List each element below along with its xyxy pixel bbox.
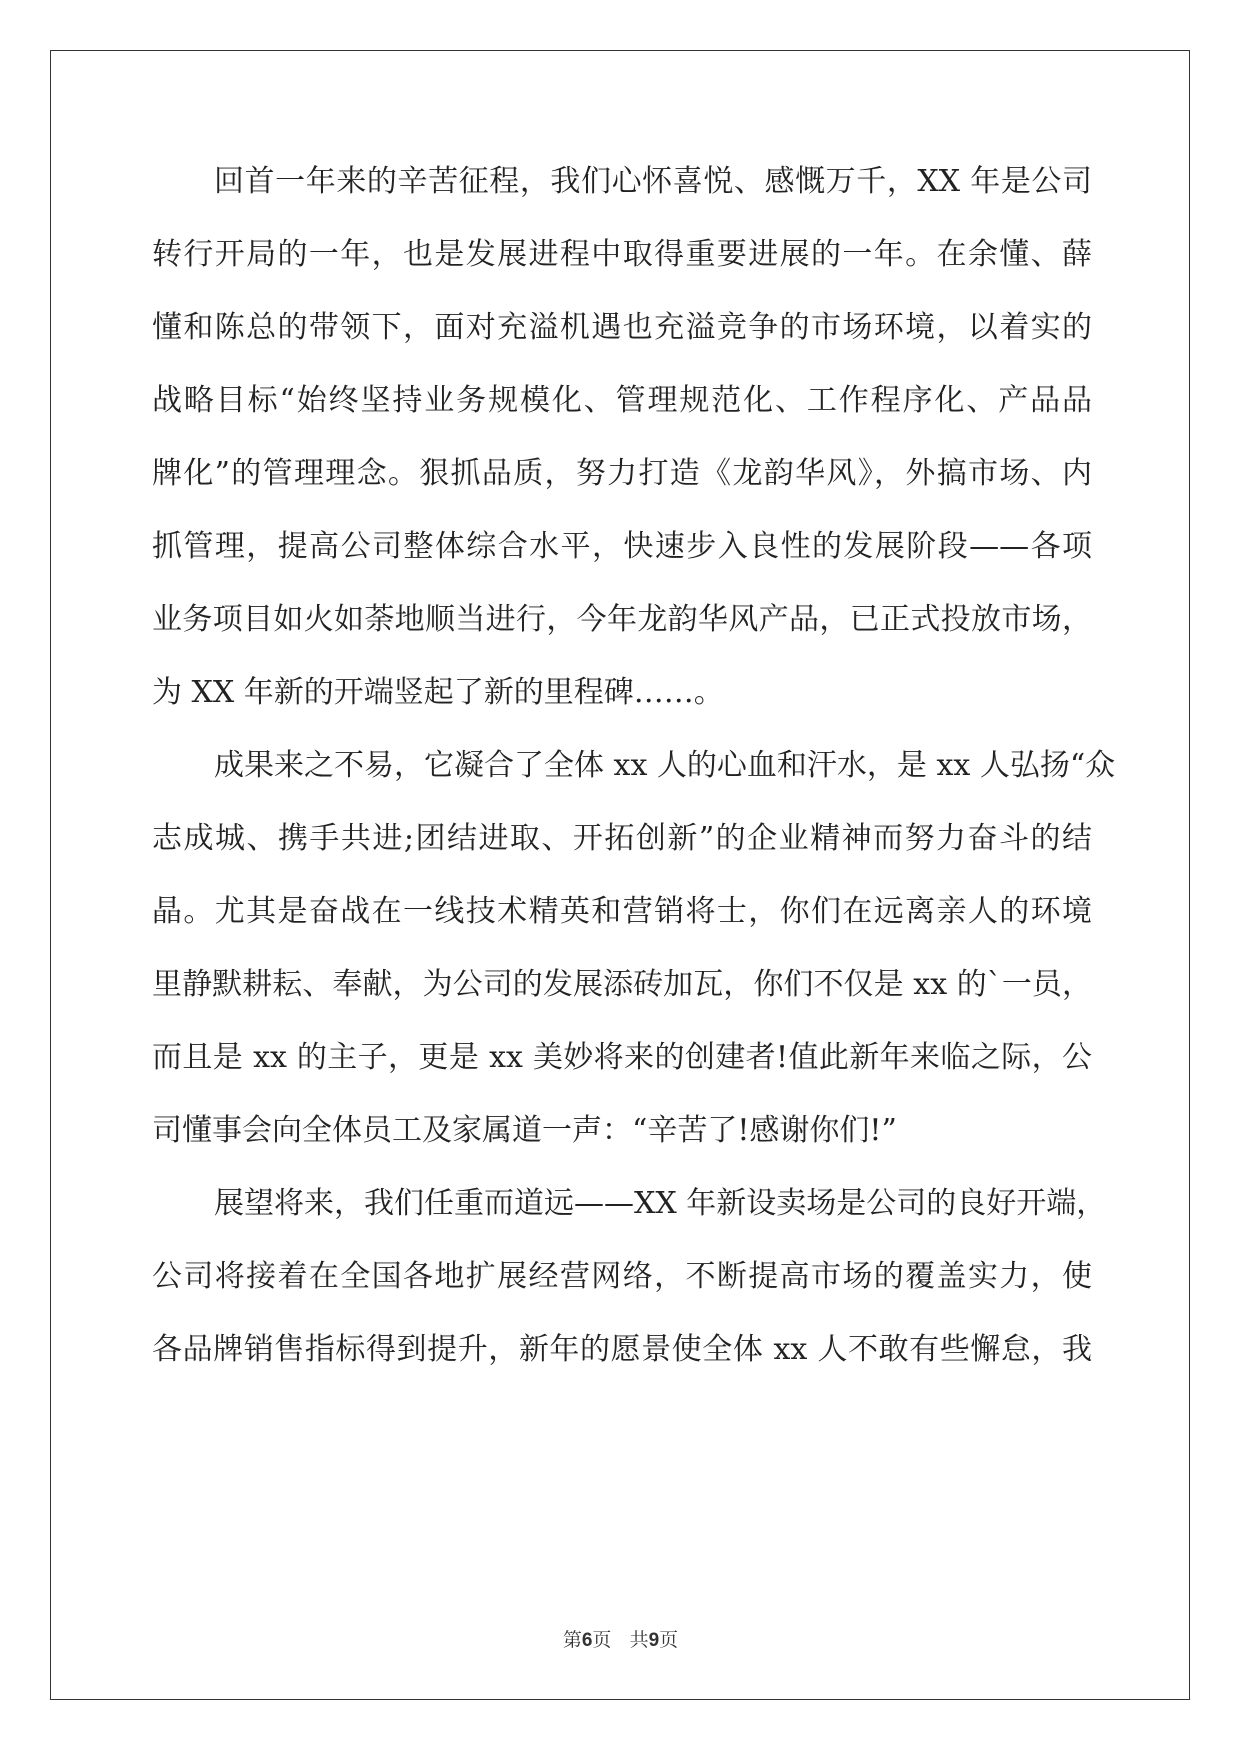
footer-page-suffix: 页 [592,1629,612,1651]
paragraph-1-line-6: 抓管理，提高公司整体综合水平，快速步入良性的发展阶段——各项 [152,529,1092,564]
paragraph-3-line-3: 各品牌销售指标得到提升，新年的愿景使全体 xx 人不敢有些懈怠，我 [152,1332,1092,1367]
paragraph-3-line-1: 展望将来，我们任重而道远——XX 年新设卖场是公司的良好开端， [214,1186,1107,1221]
footer-prefix: 第 [562,1629,582,1651]
total-page-number: 9 [648,1630,660,1651]
paragraph-3-line-2: 公司将接着在全国各地扩展经营网络，不断提高市场的覆盖实力，使 [152,1259,1092,1294]
paragraph-2-line-2: 志成城、携手共进;团结进取、开拓创新”的企业精神而努力奋斗的结 [152,821,1092,856]
paragraph-2-line-3: 晶。尤其是奋战在一线技术精英和营销将士，你们在远离亲人的环境 [152,894,1092,929]
current-page-number: 6 [581,1630,593,1651]
paragraph-1-line-7: 业务项目如火如荼地顺当进行，今年龙韵华风产品，已正式投放市场， [152,602,1092,637]
page-border [50,50,1190,1700]
paragraph-2-line-6: 司懂事会向全体员工及家属道一声：“辛苦了!感谢你们!” [152,1113,897,1148]
paragraph-1-line-4: 战略目标“始终坚持业务规模化、管理规范化、工作程序化、产品品 [152,383,1092,418]
paragraph-1-line-2: 转行开局的一年，也是发展进程中取得重要进展的一年。在余懂、薛 [152,237,1092,272]
paragraph-2-line-1: 成果来之不易，它凝合了全体 xx 人的心血和汗水，是 xx 人弘扬“众 [214,748,1116,783]
paragraph-2-line-5: 而且是 xx 的主子，更是 xx 美妙将来的创建者!值此新年来临之际，公 [152,1040,1092,1075]
footer-total-suffix: 页 [659,1629,679,1651]
page-footer [0,1625,1241,1652]
footer-total-prefix: 共 [629,1629,649,1651]
paragraph-1-line-3: 懂和陈总的带领下，面对充溢机遇也充溢竞争的市场环境，以着实的 [152,310,1092,345]
paragraph-2-line-4: 里静默耕耘、奉献，为公司的发展添砖加瓦，你们不仅是 xx 的`一员， [152,967,1092,1002]
paragraph-1-line-1: 回首一年来的辛苦征程，我们心怀喜悦、感慨万千，XX 年是公司 [214,164,1092,199]
paragraph-1-line-8: 为 XX 年新的开端竖起了新的里程碑……。 [152,675,724,710]
paragraph-1-line-5: 牌化”的管理理念。狠抓品质，努力打造《龙韵华风》，外搞市场、内 [152,456,1092,491]
